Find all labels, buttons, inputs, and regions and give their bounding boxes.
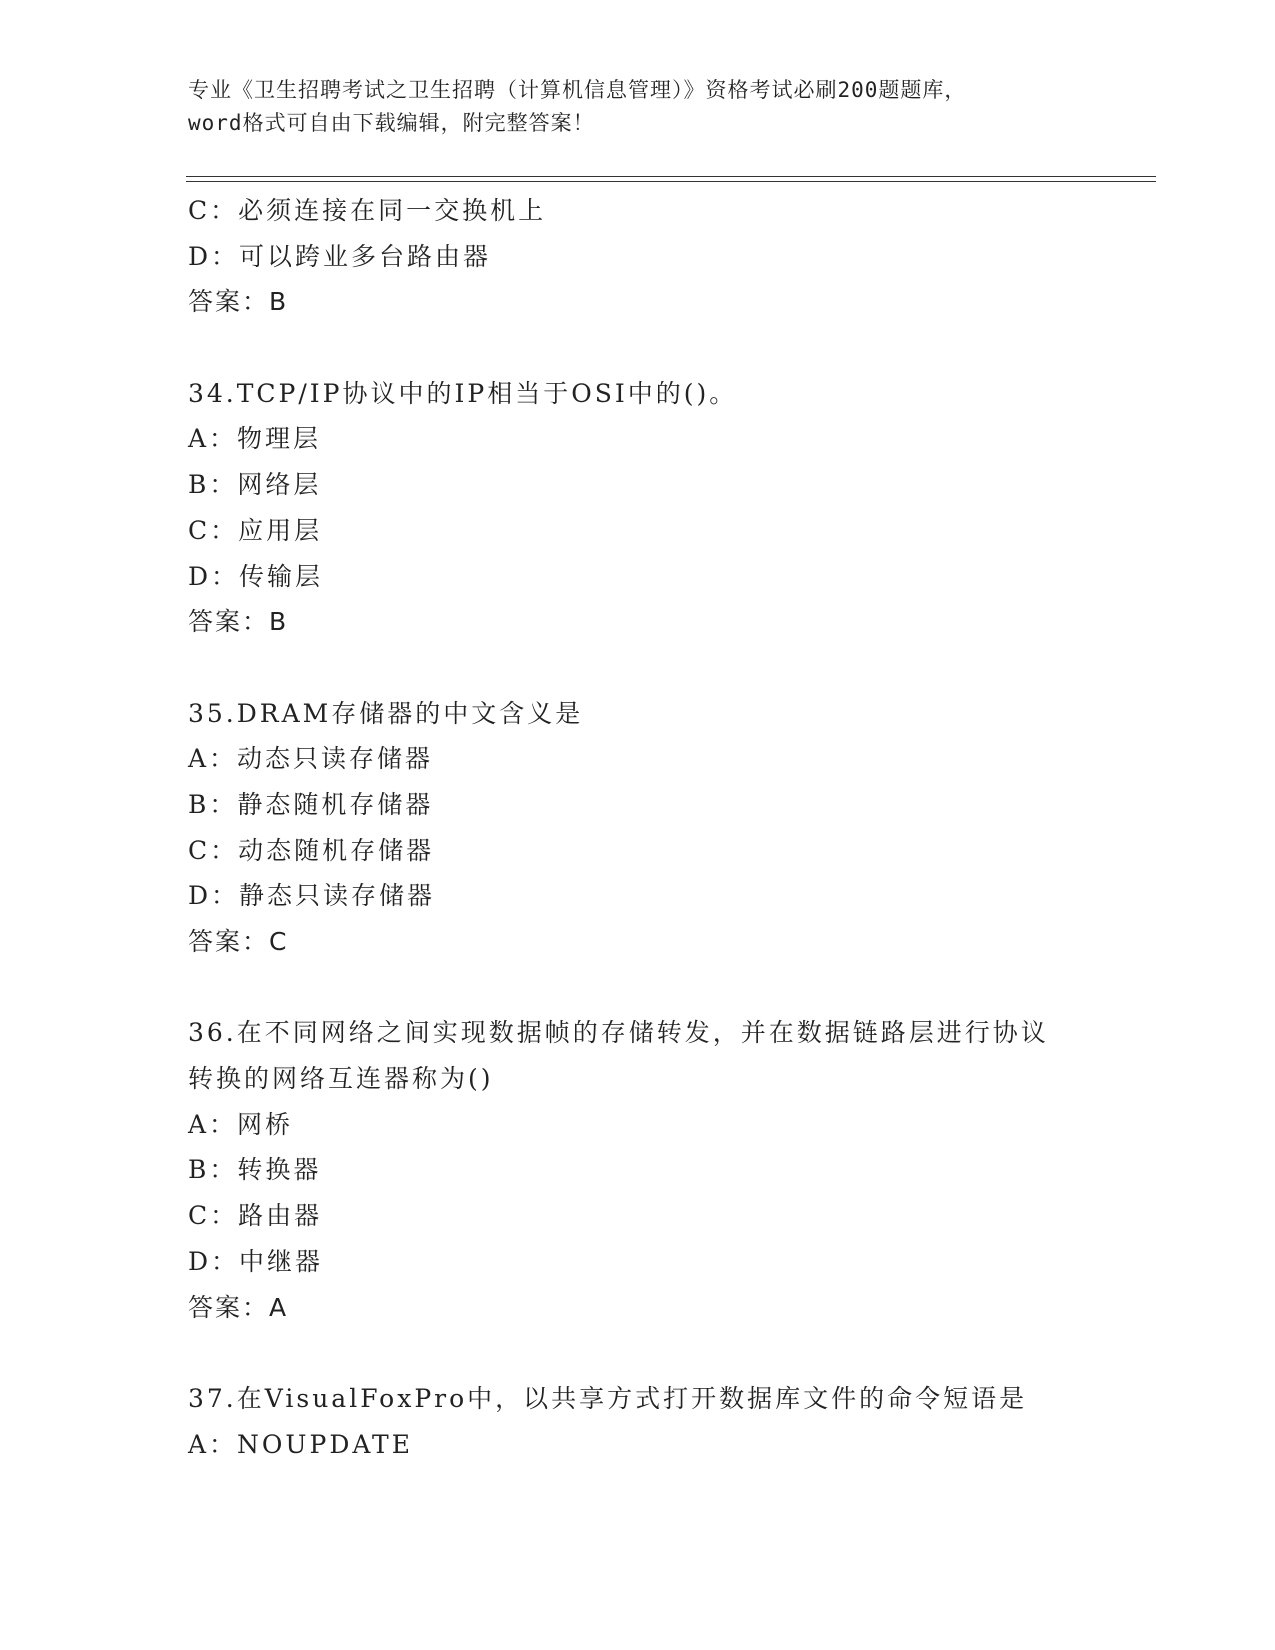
option-b: B：静态随机存储器 bbox=[188, 789, 434, 819]
question-stem: 34.TCP/IP协议中的IP相当于OSI中的()。 bbox=[188, 378, 738, 408]
option-d: D：中继器 bbox=[188, 1246, 324, 1276]
page-header bbox=[188, 74, 1088, 140]
option-c: C：路由器 bbox=[188, 1201, 323, 1231]
question-35 bbox=[188, 691, 1088, 965]
question-37 bbox=[188, 1376, 1088, 1467]
question-list bbox=[188, 188, 1088, 1467]
option-a: A：动态只读存储器 bbox=[188, 744, 434, 774]
question-stem: 35.DRAM存储器的中文含义是 bbox=[188, 698, 584, 728]
option-c: C：应用层 bbox=[188, 515, 323, 545]
option-b: B：网络层 bbox=[188, 470, 322, 500]
question-stem-line-2: 转换的网络互连器称为() bbox=[188, 1064, 494, 1094]
header-line-2: word格式可自由下载编辑，附完整答案！ bbox=[188, 111, 595, 135]
question-stem: 37.在VisualFoxPro中，以共享方式打开数据库文件的命令短语是 bbox=[188, 1383, 1028, 1413]
answer-text: 答案：B bbox=[188, 287, 289, 317]
question-36 bbox=[188, 1010, 1088, 1330]
option-c: C：必须连接在同一交换机上 bbox=[188, 196, 547, 225]
option-a: A：物理层 bbox=[188, 424, 322, 454]
header-line-1: 专业《卫生招聘考试之卫生招聘（计算机信息管理）》资格考试必刷200题题库， bbox=[188, 78, 967, 102]
answer-text: 答案：A bbox=[188, 1292, 289, 1322]
option-d: D：静态只读存储器 bbox=[188, 881, 436, 911]
option-d: D：可以跨业多台路由器 bbox=[188, 241, 492, 271]
option-c: C：动态随机存储器 bbox=[188, 835, 435, 865]
question-34 bbox=[188, 371, 1088, 645]
option-a: A：网桥 bbox=[188, 1109, 294, 1139]
answer-text: 答案：B bbox=[188, 607, 289, 637]
question-stem-line-1: 36.在不同网络之间实现数据帧的存储转发，并在数据链路层进行协议 bbox=[188, 1018, 1049, 1048]
option-d: D：传输层 bbox=[188, 561, 324, 591]
answer-text: 答案：C bbox=[188, 927, 289, 956]
question-33-continued bbox=[188, 188, 1088, 325]
header-divider bbox=[186, 176, 1156, 182]
option-a: A：NOUPDATE bbox=[188, 1429, 413, 1459]
option-b: B：转换器 bbox=[188, 1155, 322, 1185]
